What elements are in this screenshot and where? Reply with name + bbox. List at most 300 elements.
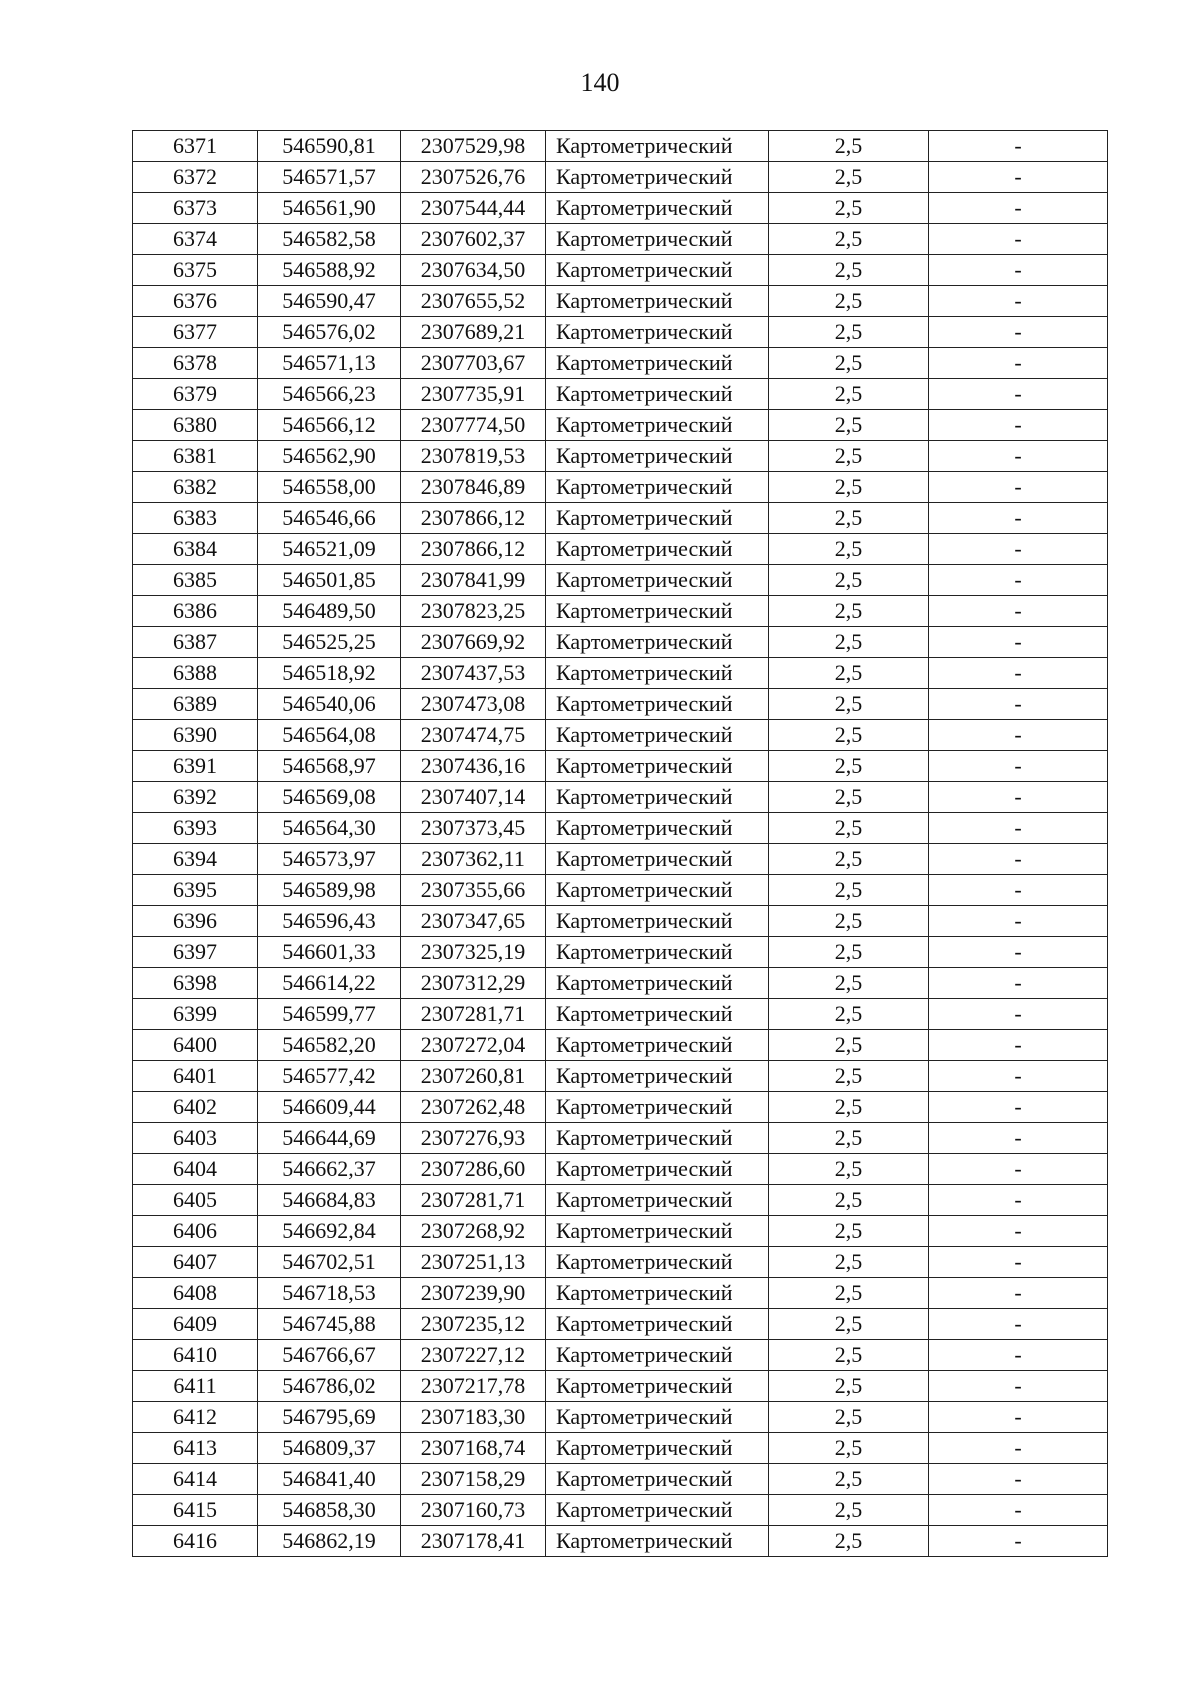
cell-accuracy: 2,5 — [769, 348, 929, 379]
page-number: 140 — [580, 68, 620, 97]
cell-note: - — [929, 472, 1108, 503]
cell-x-coordinate: 546577,42 — [258, 1061, 401, 1092]
cell-x-coordinate: 546562,90 — [258, 441, 401, 472]
table-row — [133, 503, 1108, 534]
cell-method: Картометрический — [546, 999, 769, 1030]
cell-method: Картометрический — [546, 379, 769, 410]
cell-method: Картометрический — [546, 1278, 769, 1309]
cell-note: - — [929, 1247, 1108, 1278]
cell-point-number: 6382 — [133, 472, 258, 503]
table-row — [133, 348, 1108, 379]
cell-accuracy: 2,5 — [769, 844, 929, 875]
cell-point-number: 6386 — [133, 596, 258, 627]
cell-x-coordinate: 546809,37 — [258, 1433, 401, 1464]
cell-x-coordinate: 546692,84 — [258, 1216, 401, 1247]
cell-note: - — [929, 658, 1108, 689]
cell-x-coordinate: 546566,23 — [258, 379, 401, 410]
cell-note: - — [929, 348, 1108, 379]
cell-point-number: 6412 — [133, 1402, 258, 1433]
cell-method: Картометрический — [546, 1371, 769, 1402]
cell-y-coordinate: 2307235,12 — [401, 1309, 546, 1340]
cell-note: - — [929, 1371, 1108, 1402]
cell-accuracy: 2,5 — [769, 1216, 929, 1247]
table-row — [133, 906, 1108, 937]
cell-x-coordinate: 546702,51 — [258, 1247, 401, 1278]
cell-method: Картометрический — [546, 1464, 769, 1495]
table-row — [133, 565, 1108, 596]
cell-accuracy: 2,5 — [769, 379, 929, 410]
cell-note: - — [929, 1185, 1108, 1216]
cell-point-number: 6393 — [133, 813, 258, 844]
cell-note: - — [929, 1433, 1108, 1464]
cell-point-number: 6379 — [133, 379, 258, 410]
coordinates-table — [132, 130, 1108, 1557]
cell-method: Картометрический — [546, 720, 769, 751]
cell-y-coordinate: 2307474,75 — [401, 720, 546, 751]
cell-y-coordinate: 2307276,93 — [401, 1123, 546, 1154]
cell-y-coordinate: 2307436,16 — [401, 751, 546, 782]
cell-y-coordinate: 2307227,12 — [401, 1340, 546, 1371]
cell-x-coordinate: 546558,00 — [258, 472, 401, 503]
table-row — [133, 658, 1108, 689]
cell-method: Картометрический — [546, 255, 769, 286]
cell-accuracy: 2,5 — [769, 1309, 929, 1340]
table-row — [133, 379, 1108, 410]
cell-y-coordinate: 2307866,12 — [401, 503, 546, 534]
cell-y-coordinate: 2307774,50 — [401, 410, 546, 441]
cell-x-coordinate: 546569,08 — [258, 782, 401, 813]
cell-y-coordinate: 2307312,29 — [401, 968, 546, 999]
cell-point-number: 6376 — [133, 286, 258, 317]
cell-x-coordinate: 546566,12 — [258, 410, 401, 441]
table-row — [133, 782, 1108, 813]
cell-point-number: 6402 — [133, 1092, 258, 1123]
cell-note: - — [929, 1061, 1108, 1092]
table-row — [133, 1464, 1108, 1495]
cell-x-coordinate: 546718,53 — [258, 1278, 401, 1309]
cell-method: Картометрический — [546, 1340, 769, 1371]
cell-accuracy: 2,5 — [769, 627, 929, 658]
cell-method: Картометрический — [546, 131, 769, 162]
table-row — [133, 1278, 1108, 1309]
cell-y-coordinate: 2307251,13 — [401, 1247, 546, 1278]
cell-accuracy: 2,5 — [769, 1247, 929, 1278]
cell-point-number: 6372 — [133, 162, 258, 193]
cell-x-coordinate: 546662,37 — [258, 1154, 401, 1185]
table-row — [133, 286, 1108, 317]
cell-note: - — [929, 317, 1108, 348]
cell-method: Картометрический — [546, 875, 769, 906]
cell-point-number: 6409 — [133, 1309, 258, 1340]
cell-method: Картометрический — [546, 1030, 769, 1061]
table-row — [133, 968, 1108, 999]
cell-accuracy: 2,5 — [769, 937, 929, 968]
cell-y-coordinate: 2307160,73 — [401, 1495, 546, 1526]
cell-method: Картометрический — [546, 1526, 769, 1557]
cell-method: Картометрический — [546, 410, 769, 441]
cell-y-coordinate: 2307325,19 — [401, 937, 546, 968]
cell-x-coordinate: 546841,40 — [258, 1464, 401, 1495]
cell-point-number: 6373 — [133, 193, 258, 224]
cell-note: - — [929, 782, 1108, 813]
cell-note: - — [929, 1402, 1108, 1433]
cell-method: Картометрический — [546, 441, 769, 472]
cell-note: - — [929, 813, 1108, 844]
cell-note: - — [929, 906, 1108, 937]
cell-accuracy: 2,5 — [769, 410, 929, 441]
cell-method: Картометрический — [546, 751, 769, 782]
cell-accuracy: 2,5 — [769, 1526, 929, 1557]
cell-x-coordinate: 546614,22 — [258, 968, 401, 999]
table-row — [133, 1030, 1108, 1061]
cell-point-number: 6405 — [133, 1185, 258, 1216]
table-row — [133, 193, 1108, 224]
cell-x-coordinate: 546596,43 — [258, 906, 401, 937]
cell-note: - — [929, 255, 1108, 286]
cell-note: - — [929, 1154, 1108, 1185]
cell-x-coordinate: 546862,19 — [258, 1526, 401, 1557]
cell-method: Картометрический — [546, 1216, 769, 1247]
cell-y-coordinate: 2307526,76 — [401, 162, 546, 193]
cell-method: Картометрический — [546, 1092, 769, 1123]
cell-method: Картометрический — [546, 1433, 769, 1464]
cell-y-coordinate: 2307239,90 — [401, 1278, 546, 1309]
cell-note: - — [929, 1030, 1108, 1061]
cell-method: Картометрический — [546, 1123, 769, 1154]
cell-x-coordinate: 546546,66 — [258, 503, 401, 534]
cell-point-number: 6397 — [133, 937, 258, 968]
cell-note: - — [929, 1309, 1108, 1340]
cell-accuracy: 2,5 — [769, 1030, 929, 1061]
cell-y-coordinate: 2307281,71 — [401, 1185, 546, 1216]
cell-note: - — [929, 999, 1108, 1030]
table-row — [133, 224, 1108, 255]
cell-note: - — [929, 627, 1108, 658]
cell-x-coordinate: 546561,90 — [258, 193, 401, 224]
cell-point-number: 6413 — [133, 1433, 258, 1464]
cell-note: - — [929, 162, 1108, 193]
cell-accuracy: 2,5 — [769, 286, 929, 317]
cell-method: Картометрический — [546, 627, 769, 658]
cell-x-coordinate: 546576,02 — [258, 317, 401, 348]
cell-method: Картометрический — [546, 1185, 769, 1216]
cell-note: - — [929, 131, 1108, 162]
cell-y-coordinate: 2307286,60 — [401, 1154, 546, 1185]
cell-note: - — [929, 1464, 1108, 1495]
cell-x-coordinate: 546582,58 — [258, 224, 401, 255]
cell-point-number: 6377 — [133, 317, 258, 348]
cell-y-coordinate: 2307689,21 — [401, 317, 546, 348]
cell-y-coordinate: 2307178,41 — [401, 1526, 546, 1557]
cell-note: - — [929, 875, 1108, 906]
cell-point-number: 6399 — [133, 999, 258, 1030]
cell-y-coordinate: 2307362,11 — [401, 844, 546, 875]
cell-y-coordinate: 2307634,50 — [401, 255, 546, 286]
cell-accuracy: 2,5 — [769, 503, 929, 534]
cell-point-number: 6414 — [133, 1464, 258, 1495]
table-row — [133, 441, 1108, 472]
cell-point-number: 6403 — [133, 1123, 258, 1154]
cell-x-coordinate: 546795,69 — [258, 1402, 401, 1433]
cell-method: Картометрический — [546, 1402, 769, 1433]
cell-point-number: 6396 — [133, 906, 258, 937]
cell-x-coordinate: 546540,06 — [258, 689, 401, 720]
cell-note: - — [929, 534, 1108, 565]
cell-accuracy: 2,5 — [769, 534, 929, 565]
cell-note: - — [929, 193, 1108, 224]
cell-y-coordinate: 2307819,53 — [401, 441, 546, 472]
cell-accuracy: 2,5 — [769, 1278, 929, 1309]
table-row — [133, 1340, 1108, 1371]
cell-method: Картометрический — [546, 782, 769, 813]
cell-y-coordinate: 2307272,04 — [401, 1030, 546, 1061]
cell-accuracy: 2,5 — [769, 317, 929, 348]
cell-note: - — [929, 937, 1108, 968]
cell-x-coordinate: 546525,25 — [258, 627, 401, 658]
cell-x-coordinate: 546568,97 — [258, 751, 401, 782]
cell-y-coordinate: 2307544,44 — [401, 193, 546, 224]
table-row — [133, 627, 1108, 658]
cell-accuracy: 2,5 — [769, 1092, 929, 1123]
cell-note: - — [929, 720, 1108, 751]
table-row — [133, 1371, 1108, 1402]
cell-accuracy: 2,5 — [769, 1154, 929, 1185]
cell-point-number: 6406 — [133, 1216, 258, 1247]
cell-method: Картометрический — [546, 162, 769, 193]
cell-method: Картометрический — [546, 844, 769, 875]
cell-y-coordinate: 2307217,78 — [401, 1371, 546, 1402]
cell-accuracy: 2,5 — [769, 1402, 929, 1433]
cell-accuracy: 2,5 — [769, 255, 929, 286]
cell-y-coordinate: 2307183,30 — [401, 1402, 546, 1433]
cell-point-number: 6407 — [133, 1247, 258, 1278]
cell-method: Картометрический — [546, 937, 769, 968]
cell-x-coordinate: 546501,85 — [258, 565, 401, 596]
cell-x-coordinate: 546766,67 — [258, 1340, 401, 1371]
table-row — [133, 1247, 1108, 1278]
cell-y-coordinate: 2307669,92 — [401, 627, 546, 658]
cell-method: Картометрический — [546, 968, 769, 999]
table-row — [133, 844, 1108, 875]
cell-point-number: 6408 — [133, 1278, 258, 1309]
table-row — [133, 317, 1108, 348]
table-row — [133, 1402, 1108, 1433]
cell-accuracy: 2,5 — [769, 1371, 929, 1402]
cell-point-number: 6389 — [133, 689, 258, 720]
cell-point-number: 6411 — [133, 1371, 258, 1402]
cell-point-number: 6394 — [133, 844, 258, 875]
coordinates-table-body — [133, 131, 1108, 1557]
cell-y-coordinate: 2307281,71 — [401, 999, 546, 1030]
cell-accuracy: 2,5 — [769, 1464, 929, 1495]
cell-point-number: 6388 — [133, 658, 258, 689]
cell-accuracy: 2,5 — [769, 906, 929, 937]
cell-method: Картометрический — [546, 1495, 769, 1526]
table-row — [133, 875, 1108, 906]
cell-x-coordinate: 546590,47 — [258, 286, 401, 317]
cell-x-coordinate: 546590,81 — [258, 131, 401, 162]
cell-accuracy: 2,5 — [769, 1061, 929, 1092]
cell-note: - — [929, 689, 1108, 720]
cell-y-coordinate: 2307373,45 — [401, 813, 546, 844]
cell-point-number: 6387 — [133, 627, 258, 658]
cell-accuracy: 2,5 — [769, 720, 929, 751]
cell-y-coordinate: 2307823,25 — [401, 596, 546, 627]
cell-note: - — [929, 565, 1108, 596]
cell-y-coordinate: 2307437,53 — [401, 658, 546, 689]
cell-x-coordinate: 546609,44 — [258, 1092, 401, 1123]
cell-accuracy: 2,5 — [769, 658, 929, 689]
cell-method: Картометрический — [546, 813, 769, 844]
cell-x-coordinate: 546564,30 — [258, 813, 401, 844]
cell-y-coordinate: 2307735,91 — [401, 379, 546, 410]
cell-method: Картометрический — [546, 906, 769, 937]
cell-point-number: 6400 — [133, 1030, 258, 1061]
cell-x-coordinate: 546745,88 — [258, 1309, 401, 1340]
cell-point-number: 6395 — [133, 875, 258, 906]
cell-point-number: 6381 — [133, 441, 258, 472]
cell-point-number: 6384 — [133, 534, 258, 565]
cell-x-coordinate: 546521,09 — [258, 534, 401, 565]
cell-x-coordinate: 546518,92 — [258, 658, 401, 689]
cell-note: - — [929, 1092, 1108, 1123]
cell-y-coordinate: 2307355,66 — [401, 875, 546, 906]
cell-point-number: 6390 — [133, 720, 258, 751]
cell-method: Картометрический — [546, 689, 769, 720]
cell-x-coordinate: 546489,50 — [258, 596, 401, 627]
cell-accuracy: 2,5 — [769, 751, 929, 782]
cell-y-coordinate: 2307168,74 — [401, 1433, 546, 1464]
cell-x-coordinate: 546601,33 — [258, 937, 401, 968]
table-row — [133, 999, 1108, 1030]
cell-y-coordinate: 2307407,14 — [401, 782, 546, 813]
cell-method: Картометрический — [546, 658, 769, 689]
cell-note: - — [929, 1123, 1108, 1154]
table-row — [133, 472, 1108, 503]
cell-note: - — [929, 596, 1108, 627]
table-row — [133, 255, 1108, 286]
cell-x-coordinate: 546588,92 — [258, 255, 401, 286]
cell-accuracy: 2,5 — [769, 875, 929, 906]
cell-y-coordinate: 2307841,99 — [401, 565, 546, 596]
cell-point-number: 6378 — [133, 348, 258, 379]
cell-note: - — [929, 224, 1108, 255]
cell-x-coordinate: 546684,83 — [258, 1185, 401, 1216]
cell-accuracy: 2,5 — [769, 813, 929, 844]
cell-note: - — [929, 1278, 1108, 1309]
table-row — [133, 1061, 1108, 1092]
cell-note: - — [929, 844, 1108, 875]
table-row — [133, 1216, 1108, 1247]
cell-note: - — [929, 1216, 1108, 1247]
cell-method: Картометрический — [546, 317, 769, 348]
table-row — [133, 131, 1108, 162]
cell-method: Картометрический — [546, 224, 769, 255]
table-row — [133, 1433, 1108, 1464]
cell-point-number: 6375 — [133, 255, 258, 286]
cell-point-number: 6371 — [133, 131, 258, 162]
cell-y-coordinate: 2307529,98 — [401, 131, 546, 162]
cell-method: Картометрический — [546, 1247, 769, 1278]
cell-x-coordinate: 546573,97 — [258, 844, 401, 875]
cell-accuracy: 2,5 — [769, 1123, 929, 1154]
cell-point-number: 6410 — [133, 1340, 258, 1371]
table-row — [133, 596, 1108, 627]
cell-method: Картометрический — [546, 596, 769, 627]
table-row — [133, 751, 1108, 782]
cell-point-number: 6392 — [133, 782, 258, 813]
cell-method: Картометрический — [546, 1154, 769, 1185]
table-row — [133, 162, 1108, 193]
table-row — [133, 689, 1108, 720]
cell-accuracy: 2,5 — [769, 162, 929, 193]
table-row — [133, 410, 1108, 441]
cell-point-number: 6380 — [133, 410, 258, 441]
cell-x-coordinate: 546564,08 — [258, 720, 401, 751]
cell-y-coordinate: 2307655,52 — [401, 286, 546, 317]
cell-point-number: 6398 — [133, 968, 258, 999]
cell-y-coordinate: 2307260,81 — [401, 1061, 546, 1092]
cell-y-coordinate: 2307703,67 — [401, 348, 546, 379]
cell-accuracy: 2,5 — [769, 131, 929, 162]
cell-point-number: 6391 — [133, 751, 258, 782]
table-row — [133, 1495, 1108, 1526]
cell-point-number: 6385 — [133, 565, 258, 596]
cell-point-number: 6404 — [133, 1154, 258, 1185]
cell-x-coordinate: 546589,98 — [258, 875, 401, 906]
cell-accuracy: 2,5 — [769, 1495, 929, 1526]
cell-x-coordinate: 546599,77 — [258, 999, 401, 1030]
cell-method: Картометрический — [546, 472, 769, 503]
cell-method: Картометрический — [546, 503, 769, 534]
cell-accuracy: 2,5 — [769, 782, 929, 813]
table-row — [133, 1185, 1108, 1216]
cell-y-coordinate: 2307866,12 — [401, 534, 546, 565]
cell-accuracy: 2,5 — [769, 689, 929, 720]
cell-accuracy: 2,5 — [769, 441, 929, 472]
cell-method: Картометрический — [546, 565, 769, 596]
cell-y-coordinate: 2307473,08 — [401, 689, 546, 720]
cell-y-coordinate: 2307268,92 — [401, 1216, 546, 1247]
cell-point-number: 6416 — [133, 1526, 258, 1557]
cell-note: - — [929, 379, 1108, 410]
cell-method: Картометрический — [546, 193, 769, 224]
cell-y-coordinate: 2307602,37 — [401, 224, 546, 255]
cell-method: Картометрический — [546, 286, 769, 317]
cell-accuracy: 2,5 — [769, 565, 929, 596]
cell-method: Картометрический — [546, 1061, 769, 1092]
cell-y-coordinate: 2307158,29 — [401, 1464, 546, 1495]
cell-x-coordinate: 546582,20 — [258, 1030, 401, 1061]
cell-point-number: 6374 — [133, 224, 258, 255]
table-row — [133, 1309, 1108, 1340]
cell-note: - — [929, 503, 1108, 534]
cell-note: - — [929, 968, 1108, 999]
cell-note: - — [929, 1495, 1108, 1526]
cell-note: - — [929, 286, 1108, 317]
table-row — [133, 1154, 1108, 1185]
table-row — [133, 720, 1108, 751]
cell-note: - — [929, 751, 1108, 782]
cell-accuracy: 2,5 — [769, 1433, 929, 1464]
cell-x-coordinate: 546786,02 — [258, 1371, 401, 1402]
cell-method: Картометрический — [546, 1309, 769, 1340]
cell-note: - — [929, 410, 1108, 441]
cell-point-number: 6415 — [133, 1495, 258, 1526]
cell-method: Картометрический — [546, 534, 769, 565]
table-row — [133, 813, 1108, 844]
cell-y-coordinate: 2307262,48 — [401, 1092, 546, 1123]
